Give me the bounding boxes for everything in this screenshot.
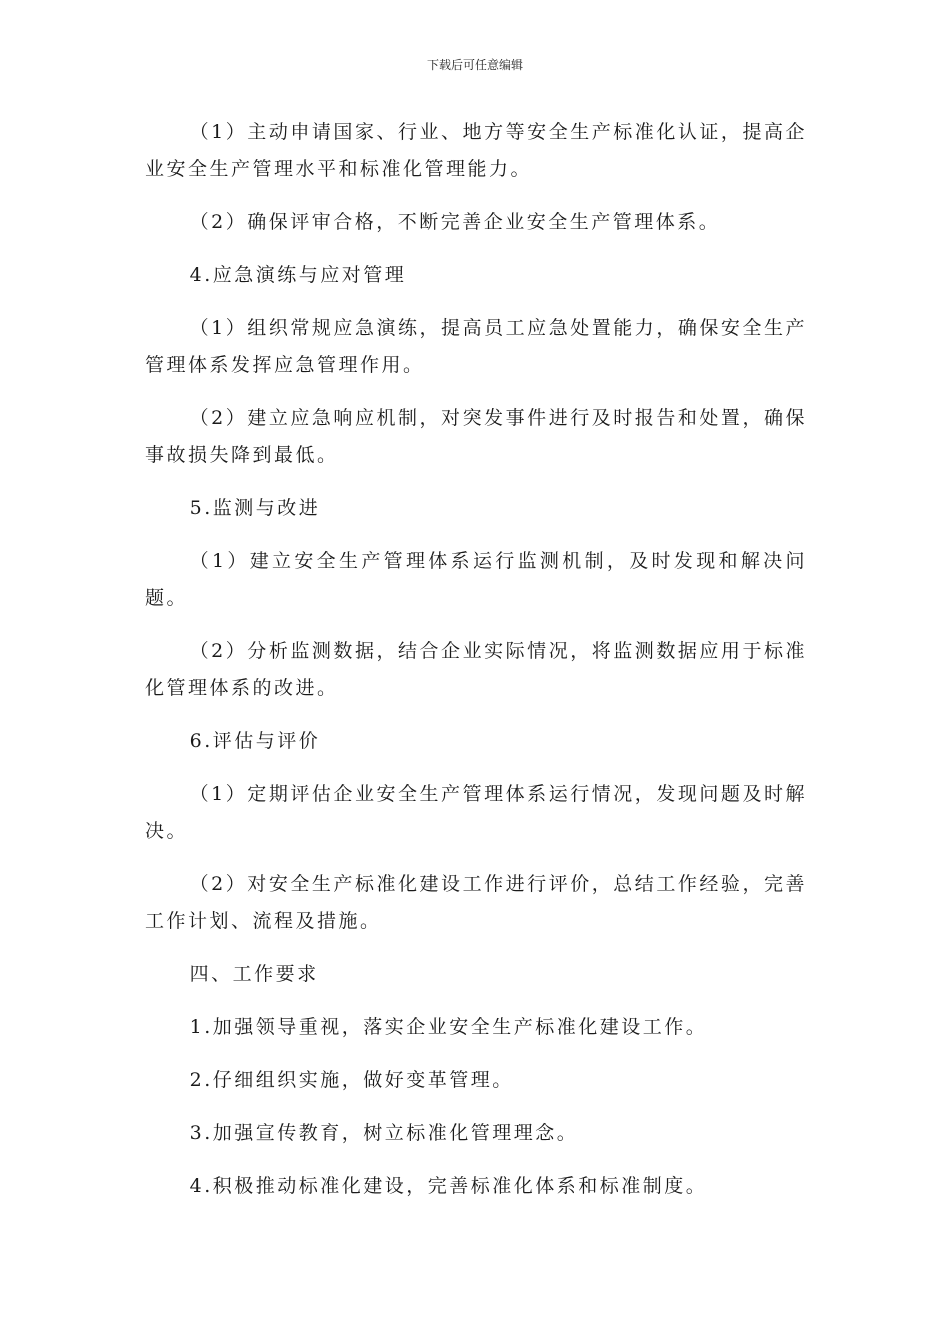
chapter-heading-work-requirements: 四、工作要求	[189, 963, 319, 985]
requirement-item-3: 3.加强宣传教育，树立标准化管理理念。	[189, 1122, 579, 1144]
paragraph-4: （2）建立应急响应机制，对突发事件进行及时报告和处置，确保事故损失降到最低。	[145, 407, 807, 466]
paragraph-3: （1）组织常规应急演练，提高员工应急处置能力，确保安全生产管理体系发挥应急管理作用。	[145, 317, 807, 376]
page-header: 下载后可任意编辑	[426, 58, 523, 72]
document-body	[145, 114, 807, 1205]
requirement-item-1: 1.加强领导重视，落实企业安全生产标准化建设工作。	[189, 1016, 708, 1038]
requirement-item-4: 4.积极推动标准化建设，完善标准化体系和标准制度。	[189, 1175, 708, 1197]
section-heading-6: 6.评估与评价	[189, 730, 321, 752]
section-heading-4: 4.应急演练与应对管理	[189, 264, 407, 286]
paragraph-6: （2）分析监测数据，结合企业实际情况，将监测数据应用于标准化管理体系的改进。	[145, 640, 807, 699]
paragraph-2: （2）确保评审合格，不断完善企业安全生产管理体系。	[189, 211, 721, 233]
requirement-item-2: 2.仔细组织实施，做好变革管理。	[189, 1069, 514, 1091]
paragraph-5: （1）建立安全生产管理体系运行监测机制，及时发现和解决问题。	[145, 550, 807, 609]
paragraph-1: （1）主动申请国家、行业、地方等安全生产标准化认证，提高企业安全生产管理水平和标准化管理能力。	[145, 121, 807, 180]
section-heading-5: 5.监测与改进	[189, 497, 321, 519]
paragraph-8: （2）对安全生产标准化建设工作进行评价，总结工作经验，完善工作计划、流程及措施。	[145, 873, 807, 932]
paragraph-7: （1）定期评估企业安全生产管理体系运行情况，发现问题及时解决。	[145, 783, 807, 842]
